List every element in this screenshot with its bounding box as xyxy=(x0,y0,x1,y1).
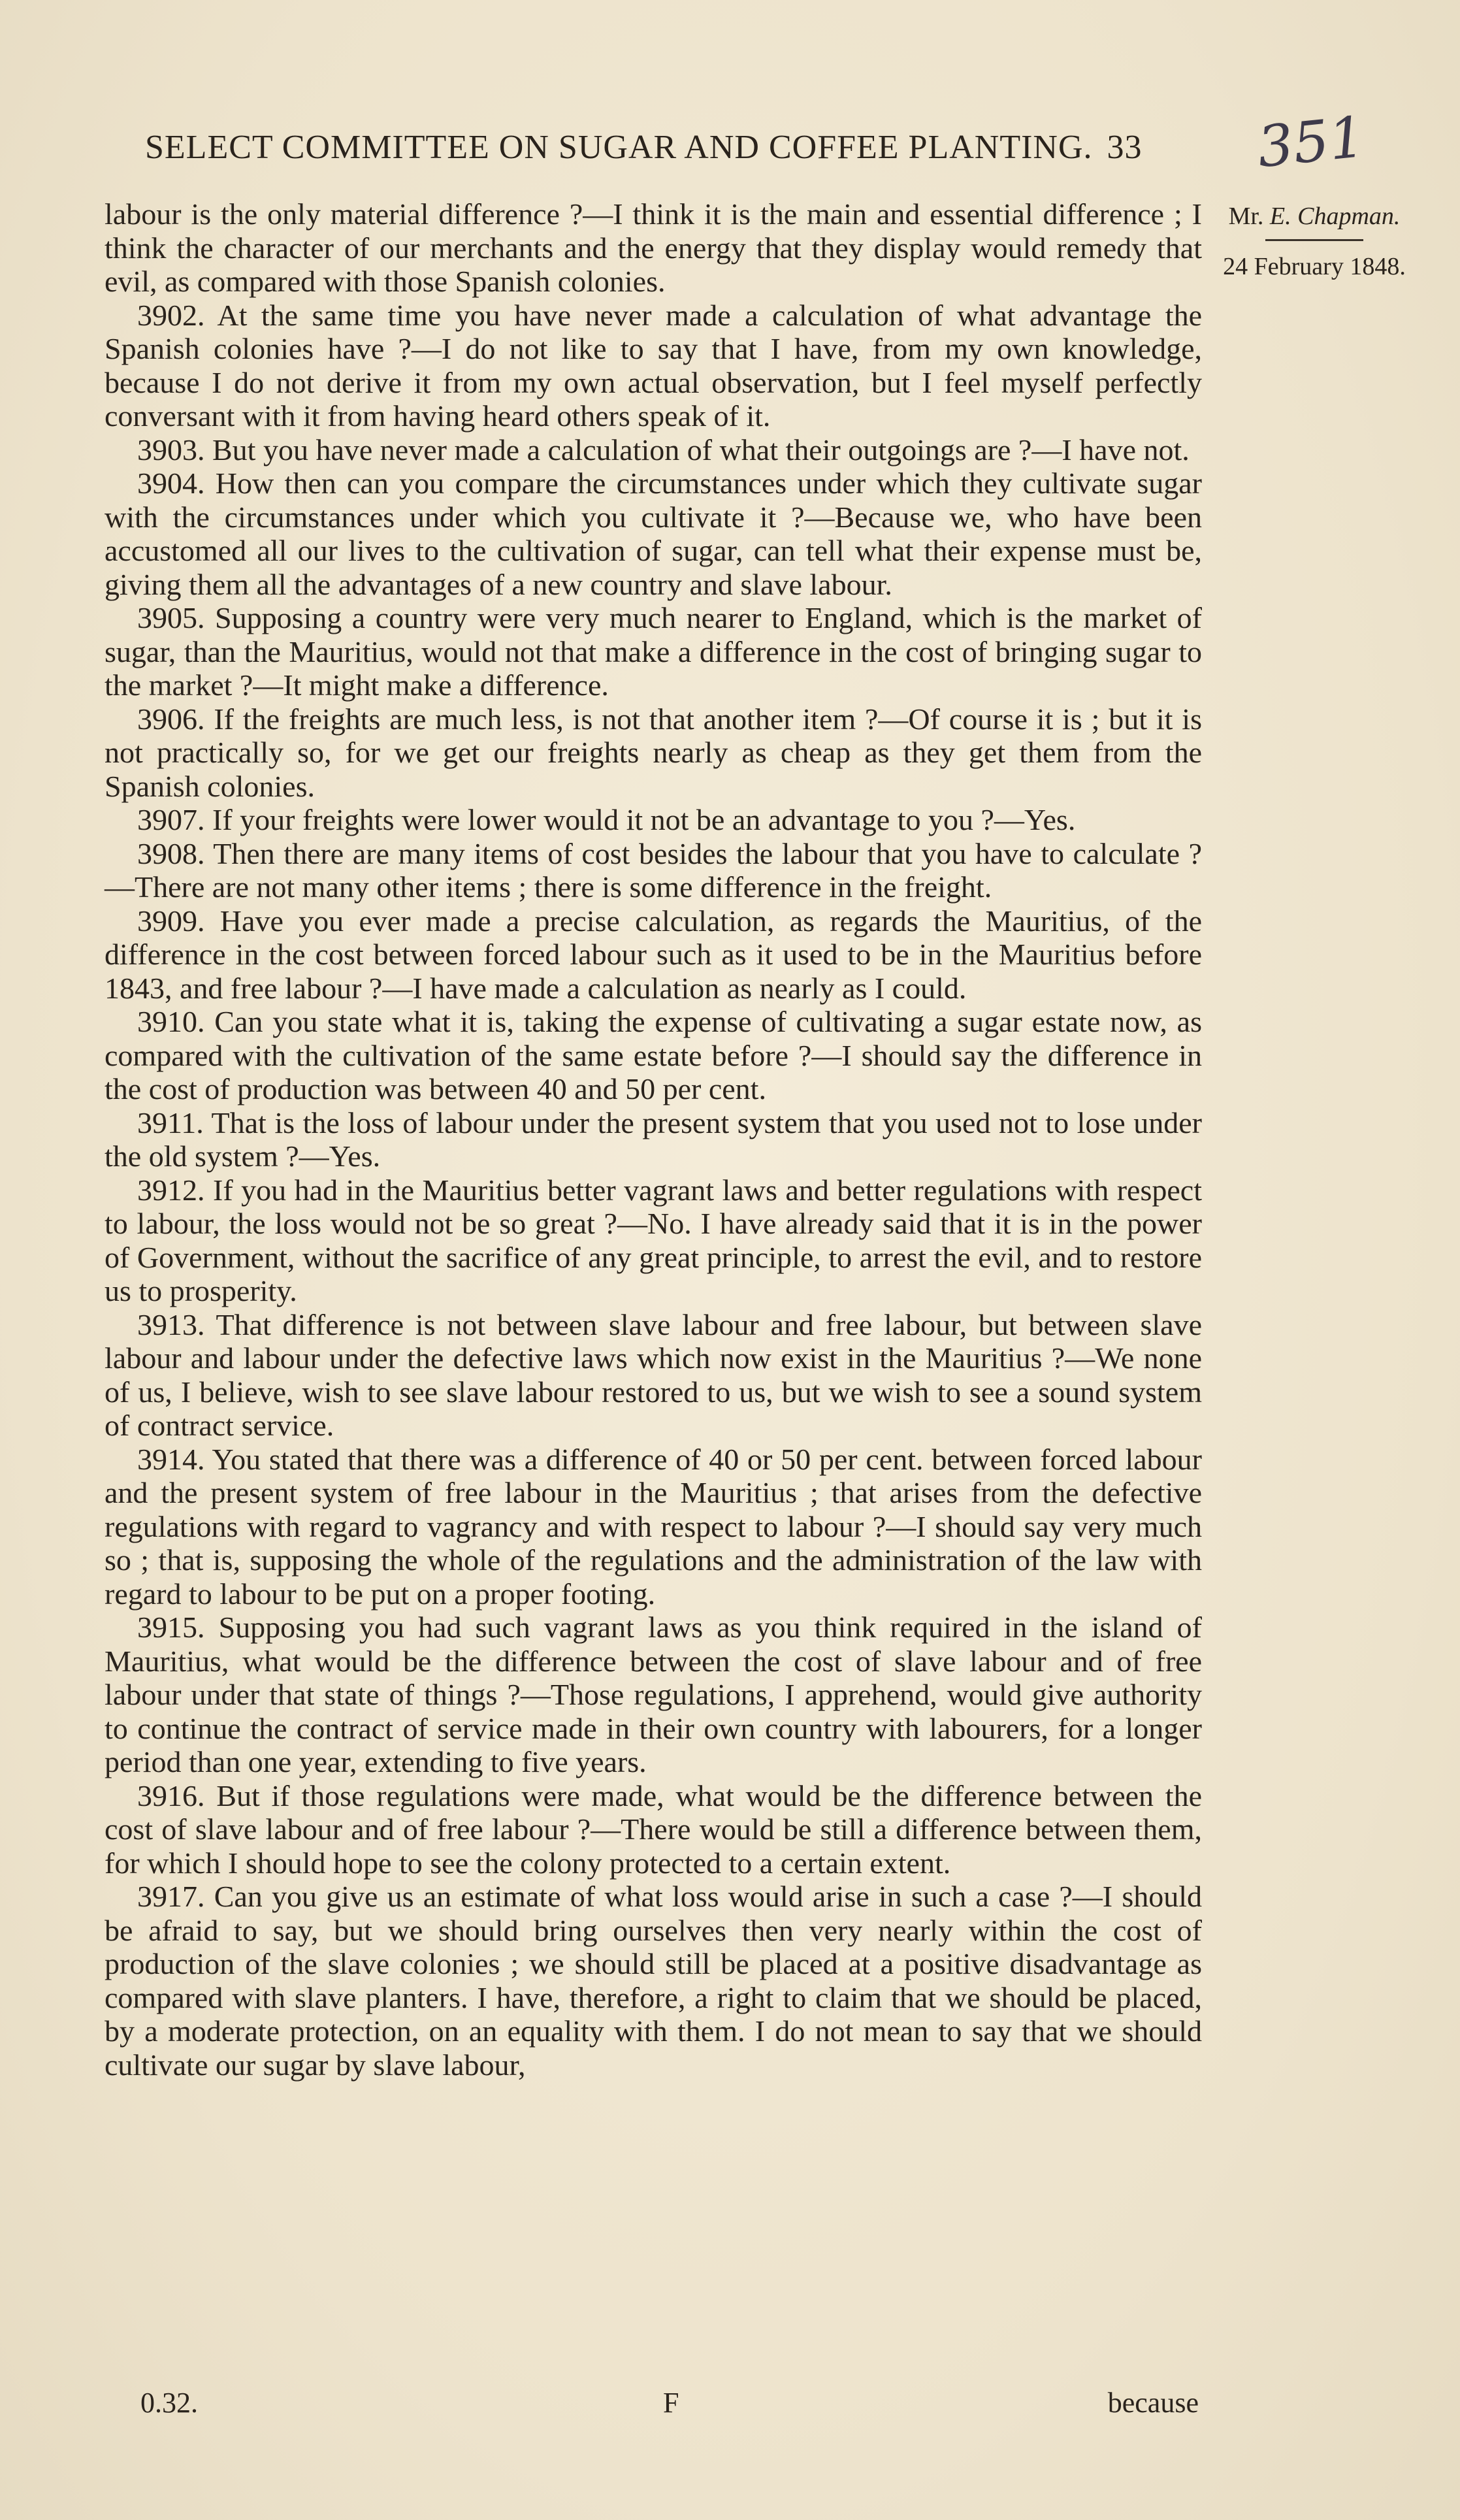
question-3902: 3902. At the same time you have never made a calculation of what advantage the Spanish colonies have ?—I do not like to say that I have, from my own knowledge, because I do not derive it from my own actual observation, but I feel myself perfectly conversant with it from having heard others speak of it. xyxy=(105,298,1202,433)
question-3907: 3907. If your freights were lower would it not be an advantage to you ?—Yes. xyxy=(137,803,1076,836)
question-3916: 3916. But if those regulations were made, what would be the difference between the cost of slave labour and of free labour ?—There would be still a difference between them, for which I should hope to see the colony protected to a certain extent. xyxy=(105,1778,1202,1880)
sheet-letter: F xyxy=(663,2387,679,2419)
question-3914: 3914. You stated that there was a difference of 40 or 50 per cent. between forced labour and the present system of free labour in the Mauritius ; that arises from the defective regulations with regard to vagrancy and with respect to labour ?—I should say very much so ; that is, supposing the whole of the regulations and the administration of the law with regard to labour to be put on a proper footing. xyxy=(105,1442,1202,1611)
handwritten-folio-number: 351 xyxy=(1254,104,1368,181)
question-3906: 3906. If the freights are much less, is not that another item ?—Of course it is ; but it is not practically so, for we get our freights nearly as cheap as they get them from the Spanish colonies. xyxy=(105,702,1202,803)
running-header xyxy=(145,128,1256,167)
question-3910: 3910. Can you state what it is, taking the expense of cultivating a sugar estate now, as compared with the cultivation of the same estate before ?—I should say the difference in the cost of production was between 40 and 50 per cent. xyxy=(105,1005,1202,1105)
witness-surname: E. Chapman. xyxy=(1269,203,1401,230)
question-3911: 3911. That is the loss of labour under the present system that you used not to lose under the old system ?—Yes. xyxy=(105,1105,1202,1173)
question-3913: 3913. That difference is not between slave labour and free labour, but between slave labour and labour under the defective laws which now exist in the Mauritius ?—We none of us, I believe, wish to see slave labour restored to us, but we wish to see a sound system of contract service. xyxy=(105,1307,1202,1442)
testimony-body xyxy=(105,197,1202,2082)
page-number: 33 xyxy=(1107,129,1143,166)
signature-mark: 0.32. xyxy=(140,2387,198,2419)
margin-rule xyxy=(1265,239,1363,241)
question-3917: 3917. Can you give us an estimate of what loss would arise in such a case ?—I should be afraid to say, but we should bring ourselves then very nearly within the cost of production of the slave colonies ; we should still be placed at a positive disadvantage as compared with slave planters. I have, therefore, a right to claim that we should be placed, by a moderate protection, on an equality with them. I do not mean to say that we should cultivate our sugar by slave labour, xyxy=(105,1880,1202,2082)
question-3912: 3912. If you had in the Mauritius better vagrant laws and better regulations with respect to labour, the loss would not be so great ?—No. I have already said that it is in the power of Government, without the sacrifice of any great principle, to arrest the evil, and to restore us to prosperity. xyxy=(105,1173,1202,1307)
question-3908: 3908. Then there are many items of cost besides the labour that you have to calculate ?—There are not many other items ; there is some difference in the freight. xyxy=(105,836,1202,904)
running-title: SELECT COMMITTEE ON SUGAR AND COFFEE PLANTING. xyxy=(145,129,1093,166)
question-3905: 3905. Supposing a country were very much nearer to England, which is the market of sugar, than the Mauritius, would not that make a difference in the cost of bringing sugar to the market ?—It might make a difference. xyxy=(105,601,1202,702)
question-3915: 3915. Supposing you had such vagrant laws as you think required in the island of Mauritius, what would be the difference between the cost of slave labour and of free labour under that state of things ?—Those regulations, I apprehend, would give authority to continue the contract of service made in their own country with labourers, for a longer period than one year, extending to five years. xyxy=(105,1611,1202,1778)
question-3903: 3903. But you have never made a calculation of what their outgoings are ?—I have not. xyxy=(137,433,1190,466)
witness-prefix: Mr. xyxy=(1228,203,1264,230)
margin-note xyxy=(1216,200,1412,283)
catchword: because xyxy=(1107,2387,1199,2419)
paragraph-continued: labour is the only material difference ?—I think it is the main and essential difference ; I think the character of our merchants and the energy that they display would remedy that evil, as compared with those Spanish colonies. xyxy=(105,197,1202,298)
question-3909: 3909. Have you ever made a precise calculation, as regards the Mauritius, of the difference in the cost between forced labour such as it used to be in the Mauritius before 1843, and free labour ?—I have made a calculation as nearly as I could. xyxy=(105,904,1202,1005)
question-3904: 3904. How then can you compare the circumstances under which they cultivate sugar with the circumstances under which you cultivate it ?—Because we, who have been accustomed all our lives to the cultivation of sugar, can tell what their expense must be, giving them all the advantages of a new country and slave labour. xyxy=(105,466,1202,601)
witness-name xyxy=(1216,200,1412,233)
testimony-date: 24 February 1848. xyxy=(1223,253,1406,280)
